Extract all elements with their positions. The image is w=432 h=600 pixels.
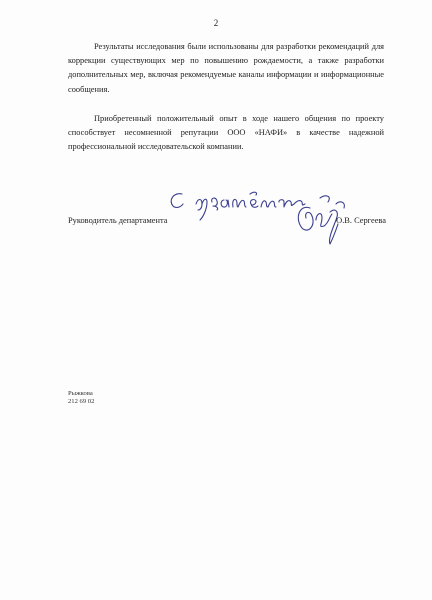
paragraph-results: Результаты исследования были использованы для разработки рекомендаций для коррекции существующих мер по повышению рождаемости, а также разработки дополнительных мер, включая рекомендуемые каналы информации и информационные сообщения. bbox=[68, 42, 384, 94]
paragraph-experience: Приобретенный положительный опыт в ходе нашего общения по проекту способствует несомненной репутации ООО «НАФИ» в качестве надежной профессиональной исследовательской компании. bbox=[68, 114, 384, 152]
signatory-name: О.В. Сергеева bbox=[336, 216, 386, 225]
signatory-title: Руководитель департамента bbox=[68, 216, 168, 225]
contact-block bbox=[68, 390, 94, 406]
contact-phone: 212 69 02 bbox=[68, 398, 95, 405]
handwritten-signature bbox=[160, 186, 360, 246]
page-number: 2 bbox=[213, 18, 219, 28]
contact-person: Рыжкова bbox=[68, 390, 93, 397]
